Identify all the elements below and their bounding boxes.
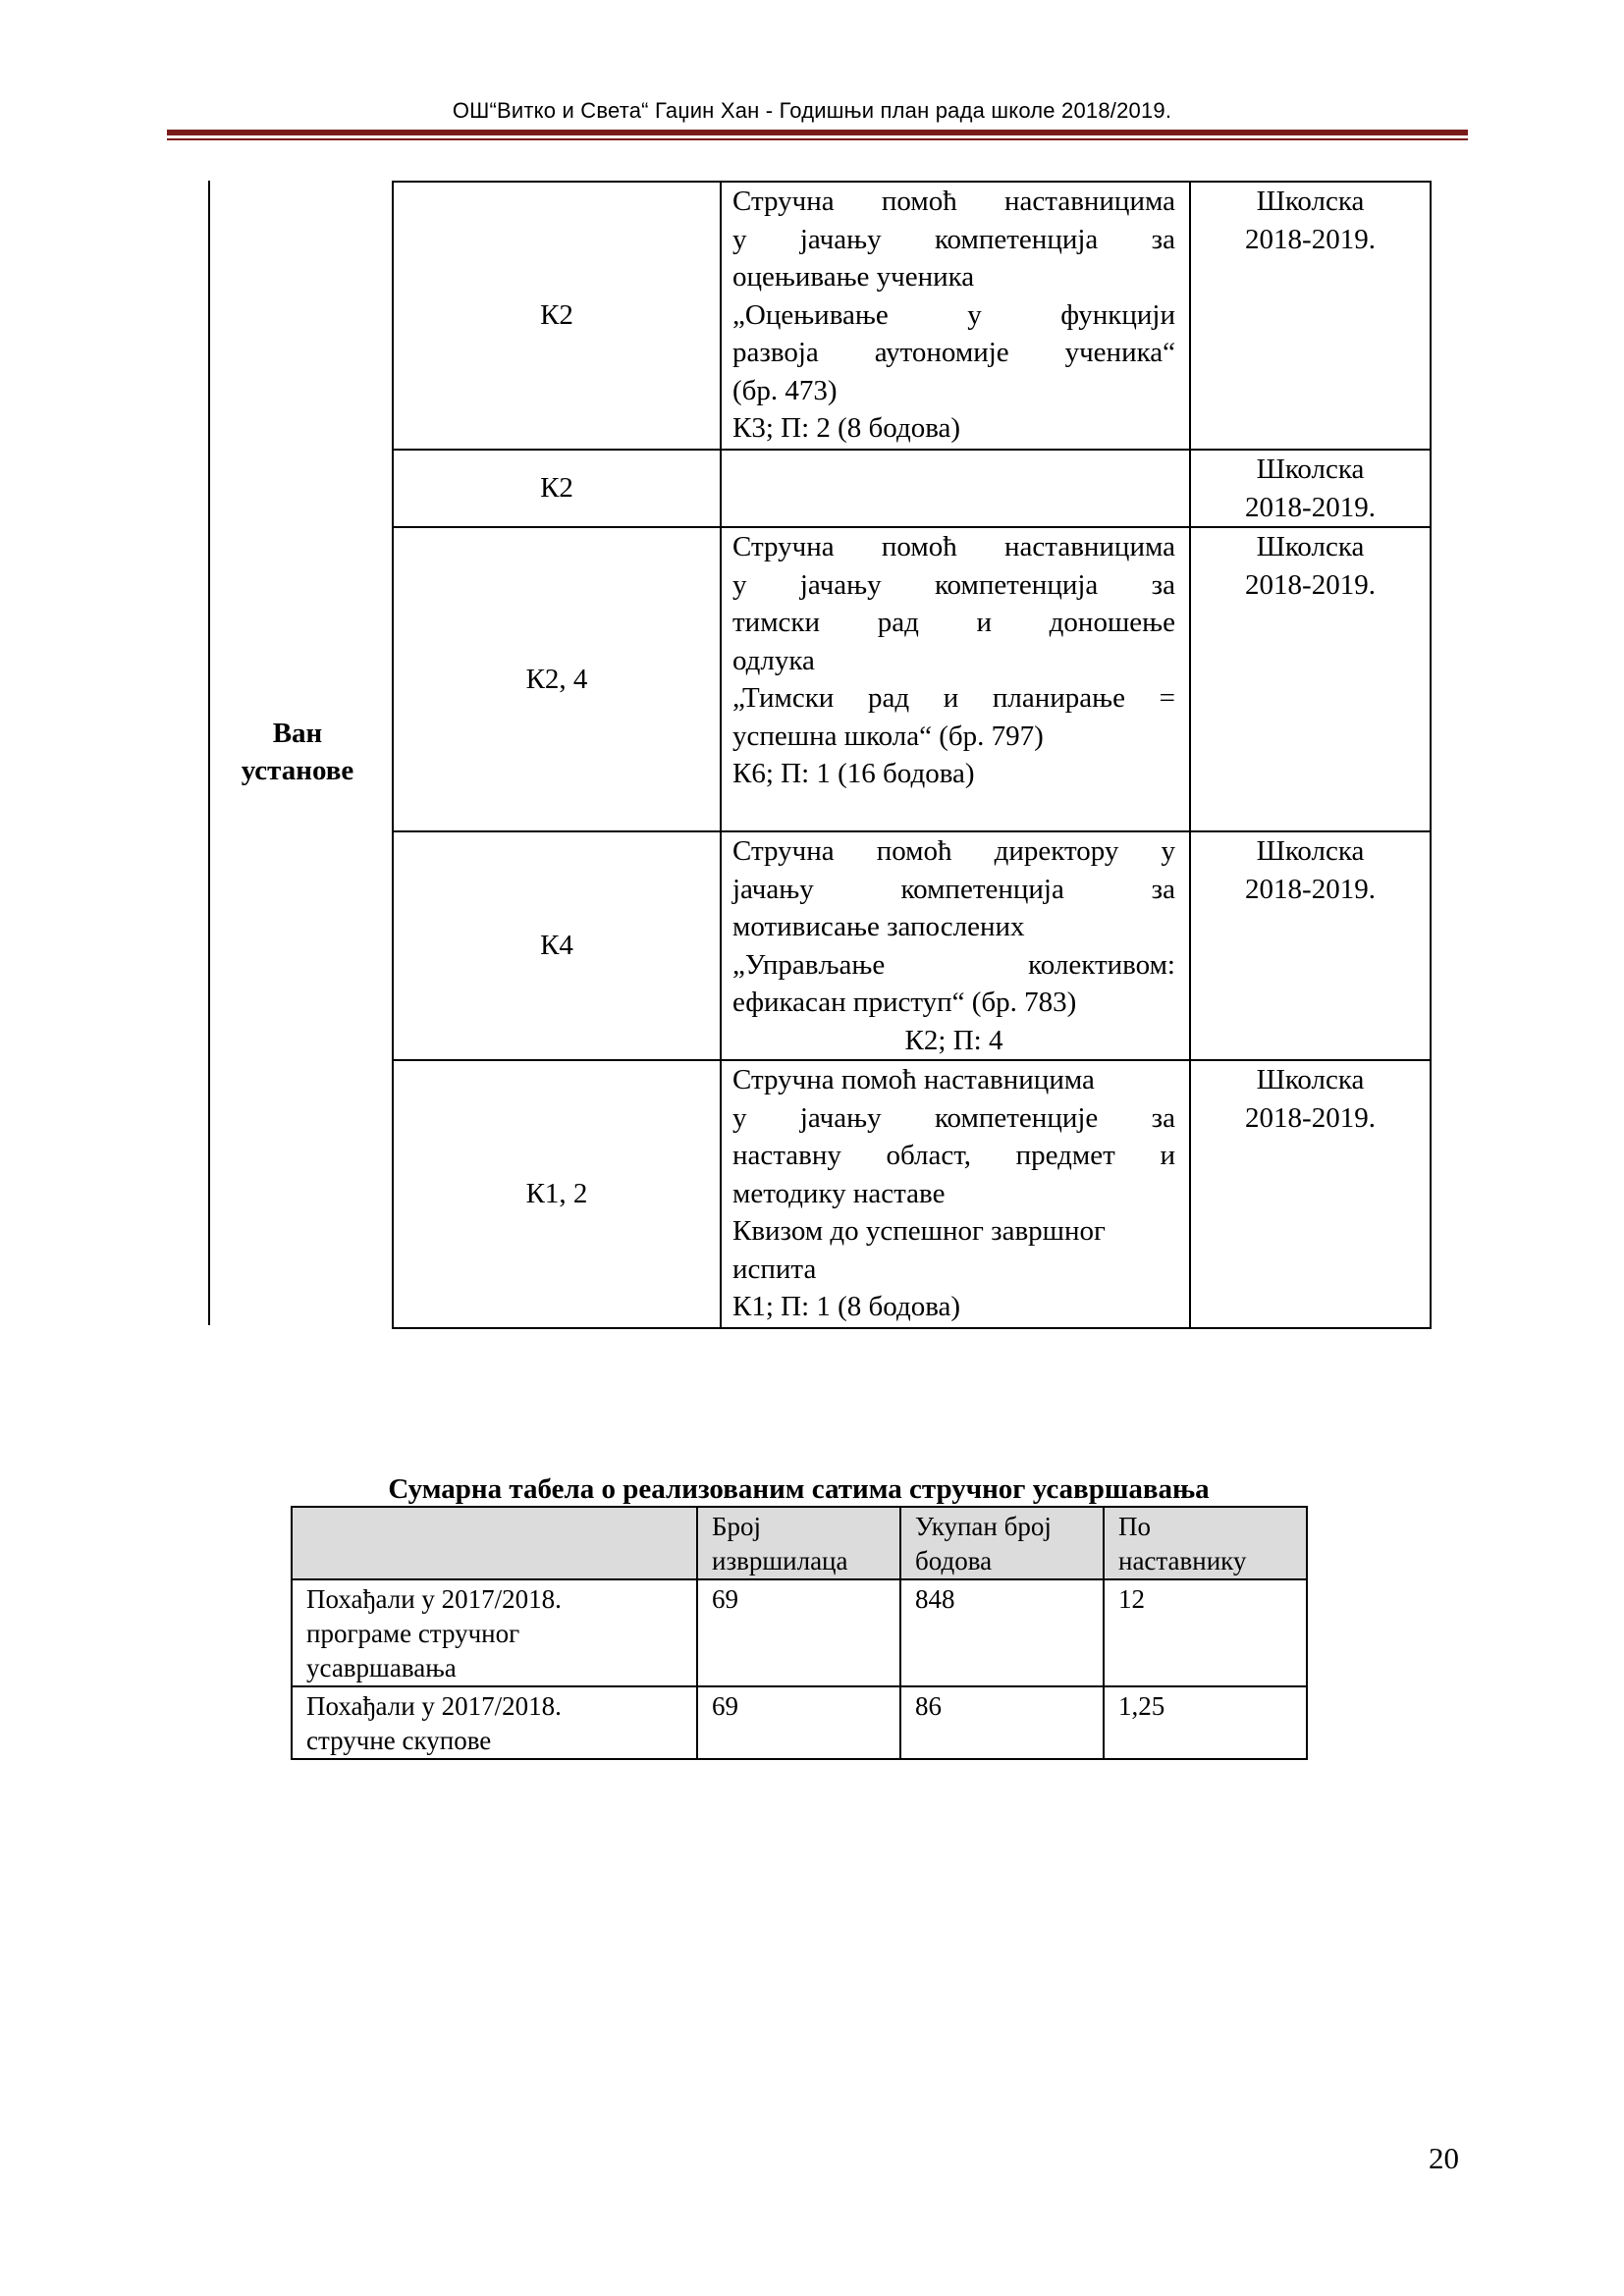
summary-table <box>291 1506 1308 1760</box>
description-line: „Управљање колективом: <box>732 948 1175 981</box>
description-line: ефикасан приступ“ (бр. 783) <box>732 987 1077 1018</box>
summary-header-row <box>292 1507 1307 1579</box>
description-line: у јачању компетенције за <box>732 1101 1175 1134</box>
description-line: (бр. 473) <box>732 374 838 406</box>
summary-header-cell <box>292 1507 697 1579</box>
training-table <box>392 181 1432 1329</box>
summary-header-line: наставнику <box>1118 1546 1247 1575</box>
summary-row <box>292 1579 1307 1686</box>
description-line: наставну област, предмет и <box>732 1140 1175 1171</box>
description-line: тимски рад и доношење <box>732 607 1175 638</box>
training-description <box>721 831 1190 1060</box>
description-line: К3; П: 2 (8 бодова) <box>732 412 961 444</box>
summary-label-line: Похађали у 2017/2018. <box>306 1584 562 1614</box>
school-year <box>1190 527 1431 831</box>
page-number: 20 <box>1429 2141 1459 2175</box>
school-year <box>1190 182 1431 450</box>
summary-row-label <box>292 1686 697 1759</box>
school-year-line: 2018-2019. <box>1245 568 1376 601</box>
competence-code: К1, 2 <box>393 1060 721 1328</box>
training-description <box>721 527 1190 831</box>
training-row <box>393 831 1431 1060</box>
school-year-line: 2018-2019. <box>1245 223 1376 255</box>
school-year <box>1190 831 1431 1060</box>
description-line: „Оцењивање у функцији <box>732 298 1175 331</box>
training-row <box>393 450 1431 527</box>
training-description <box>721 182 1190 450</box>
school-year <box>1190 450 1431 527</box>
school-year-line: 2018-2019. <box>1245 491 1376 523</box>
description-line: испита <box>732 1253 817 1285</box>
description-line: Стручна помоћ наставницима <box>732 531 1175 562</box>
school-year-line: 2018-2019. <box>1245 873 1376 905</box>
location-label <box>224 715 371 789</box>
description-line: у јачању компетенција за <box>732 223 1175 255</box>
school-year-line: 2018-2019. <box>1245 1101 1376 1134</box>
competence-code: К2, 4 <box>393 527 721 831</box>
summary-row <box>292 1686 1307 1759</box>
summary-value: 69 <box>697 1686 900 1759</box>
training-row <box>393 527 1431 831</box>
school-year <box>1190 1060 1431 1328</box>
summary-header-cell <box>900 1507 1104 1579</box>
description-line: методику наставе <box>732 1177 946 1209</box>
summary-header-line: Укупан број <box>915 1512 1052 1541</box>
description-line: К6; П: 1 (16 бодова) <box>732 758 975 789</box>
description-line: успешна школа“ (бр. 797) <box>732 720 1044 752</box>
description-line: Стручна помоћ директору у <box>732 835 1175 867</box>
summary-header-line: Број <box>712 1512 762 1541</box>
description-line: К1; П: 1 (8 бодова) <box>732 1291 961 1322</box>
summary-header-line: бодова <box>915 1546 993 1575</box>
summary-value: 1,25 <box>1104 1686 1307 1759</box>
summary-value: 848 <box>900 1579 1104 1686</box>
school-year-line: Школска <box>1256 186 1365 217</box>
summary-label-line: програме стручног <box>306 1619 520 1648</box>
school-year-line: Школска <box>1256 454 1365 485</box>
summary-value: 86 <box>900 1686 1104 1759</box>
summary-label-line: усавршавања <box>306 1653 457 1682</box>
summary-value: 12 <box>1104 1579 1307 1686</box>
description-line: одлука <box>732 644 815 676</box>
header-rule-thick <box>167 130 1468 135</box>
description-line: К2; П: 4 <box>904 1024 1003 1056</box>
school-year-line: Школска <box>1256 835 1365 867</box>
description-line: „Тимски рад и планирање = <box>732 682 1175 714</box>
description-line: оцењивање ученика <box>732 261 975 293</box>
school-year-line: Школска <box>1256 1064 1365 1095</box>
summary-header-line: извршилаца <box>712 1546 848 1575</box>
description-line: Квизом до успешног завршног <box>732 1215 1106 1247</box>
description-line: Стручна помоћ наставницима <box>732 1064 1095 1095</box>
description-line: Стручна помоћ наставницима <box>732 186 1175 217</box>
summary-header-cell <box>1104 1507 1307 1579</box>
school-year-line: Школска <box>1256 531 1365 562</box>
competence-code: К4 <box>393 831 721 1060</box>
summary-header-line: По <box>1118 1512 1151 1541</box>
training-row <box>393 1060 1431 1328</box>
competence-code: К2 <box>393 450 721 527</box>
summary-row-label <box>292 1579 697 1686</box>
description-line: јачању компетенција за <box>732 873 1175 905</box>
location-label-line: установе <box>241 755 354 786</box>
competence-code: К2 <box>393 182 721 450</box>
description-line: развоја аутономије ученика“ <box>732 337 1175 368</box>
summary-title: Сумарна табела о реализованим сатима стручног усавршавања <box>388 1473 1210 1505</box>
summary-header-cell <box>697 1507 900 1579</box>
page-header: ОШ“Витко и Света“ Гаџин Хан - Годишњи план рада школе 2018/2019. <box>452 98 1172 123</box>
description-line: мотивисање запослених <box>732 911 1025 942</box>
location-label-line: Ван <box>272 718 323 749</box>
training-description <box>721 450 1190 527</box>
outer-table-left-border <box>208 181 210 1325</box>
training-row <box>393 182 1431 450</box>
description-line: у јачању компетенција за <box>732 568 1175 601</box>
summary-label-line: стручне скупове <box>306 1726 492 1755</box>
header-rule-thin <box>167 138 1468 140</box>
training-description <box>721 1060 1190 1328</box>
summary-value: 69 <box>697 1579 900 1686</box>
summary-label-line: Похађали у 2017/2018. <box>306 1691 562 1721</box>
